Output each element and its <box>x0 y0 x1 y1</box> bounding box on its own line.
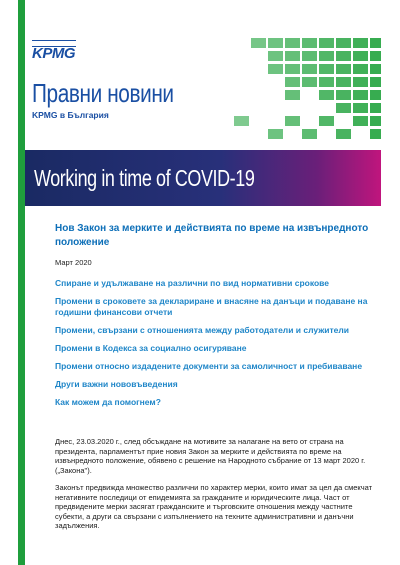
toc-link[interactable]: Промени относно издадените документи за самоличност и пребиваване <box>55 361 363 371</box>
green-tile <box>285 77 300 87</box>
green-tile <box>370 103 381 113</box>
green-tile <box>319 64 334 74</box>
green-tile <box>319 51 334 61</box>
green-tile <box>319 38 334 48</box>
toc-link[interactable]: Спиране и удължаване на различни по вид нормативни срокове <box>55 278 330 288</box>
green-tile <box>302 64 317 74</box>
green-tile <box>370 90 381 100</box>
kpmg-logo: KPMG <box>32 45 75 62</box>
green-tile <box>285 116 300 126</box>
green-tile <box>370 116 381 126</box>
article-date: Март 2020 <box>55 258 92 267</box>
green-tile <box>302 51 317 61</box>
green-tile <box>336 90 351 100</box>
masthead-title: Правни новини <box>32 78 174 108</box>
banner-title: Working in time of COVID-19 <box>34 165 255 191</box>
green-tile <box>370 64 381 74</box>
toc-link[interactable]: Промени в Кодекса за социално осигуряване <box>55 343 247 353</box>
green-tile <box>319 77 334 87</box>
green-tile <box>353 64 368 74</box>
green-tile <box>353 51 368 61</box>
green-tile <box>285 90 300 100</box>
table-of-contents <box>55 278 380 408</box>
green-tile <box>353 116 368 126</box>
green-tile <box>370 51 381 61</box>
green-tile <box>353 38 368 48</box>
toc-link[interactable]: Как можем да помогнем? <box>55 397 161 407</box>
subbrand-label: KPMG в България <box>32 110 109 120</box>
green-tile <box>319 90 334 100</box>
intro-paragraph: Днес, 23.03.2020 г., след обсъждане на мотивите за налагане на вето от страна на президента, парламентът прие новия Закон за мерките и действията по време на извънредното положение, обявено с решение на Народното събрание от 13 март 2020 г. („Закона"). <box>55 437 366 475</box>
article-section <box>55 222 380 415</box>
green-tile <box>353 77 368 87</box>
toc-link[interactable]: Промени, свързани с отношенията между работодатели и служители <box>55 325 349 335</box>
green-tile-pattern <box>217 18 381 150</box>
green-tile <box>336 64 351 74</box>
green-tile <box>234 116 249 126</box>
green-tile <box>285 51 300 61</box>
green-tile <box>336 51 351 61</box>
green-tile <box>336 38 351 48</box>
green-tile <box>268 51 283 61</box>
green-tile <box>268 38 283 48</box>
toc-link[interactable]: Други важни нововъведения <box>55 379 178 389</box>
body-paragraph: Законът предвижда множество различни по характер мерки, които имат за цел да смекчат негативните последици от епидемията за гражданите и юридическите лица. Част от предвидените мерки засягат гражданските и търговските отношения между частните субекти, а други са свързани с изпълнението на техните административни и данъчни задължения. <box>55 483 373 530</box>
newsletter-header <box>25 0 381 150</box>
article-title: Нов Закон за мерките и действията по време на извънредното положение <box>55 223 369 248</box>
green-tile <box>353 90 368 100</box>
side-accent-bar <box>18 0 25 565</box>
green-tile <box>353 103 368 113</box>
green-tile <box>268 129 283 139</box>
green-tile <box>336 103 351 113</box>
green-tile <box>268 64 283 74</box>
green-tile <box>336 129 351 139</box>
green-tile <box>370 77 381 87</box>
green-tile <box>302 77 317 87</box>
toc-link[interactable]: Промени в сроковете за деклариране и внасяне на данъци и подаване на годишни финансови отчети <box>55 296 368 317</box>
green-tile <box>336 77 351 87</box>
green-tile <box>370 129 381 139</box>
green-tile <box>285 38 300 48</box>
green-tile <box>285 64 300 74</box>
green-tile <box>302 38 317 48</box>
green-tile <box>370 38 381 48</box>
green-tile <box>319 116 334 126</box>
green-tile <box>251 38 266 48</box>
green-tile <box>302 129 317 139</box>
